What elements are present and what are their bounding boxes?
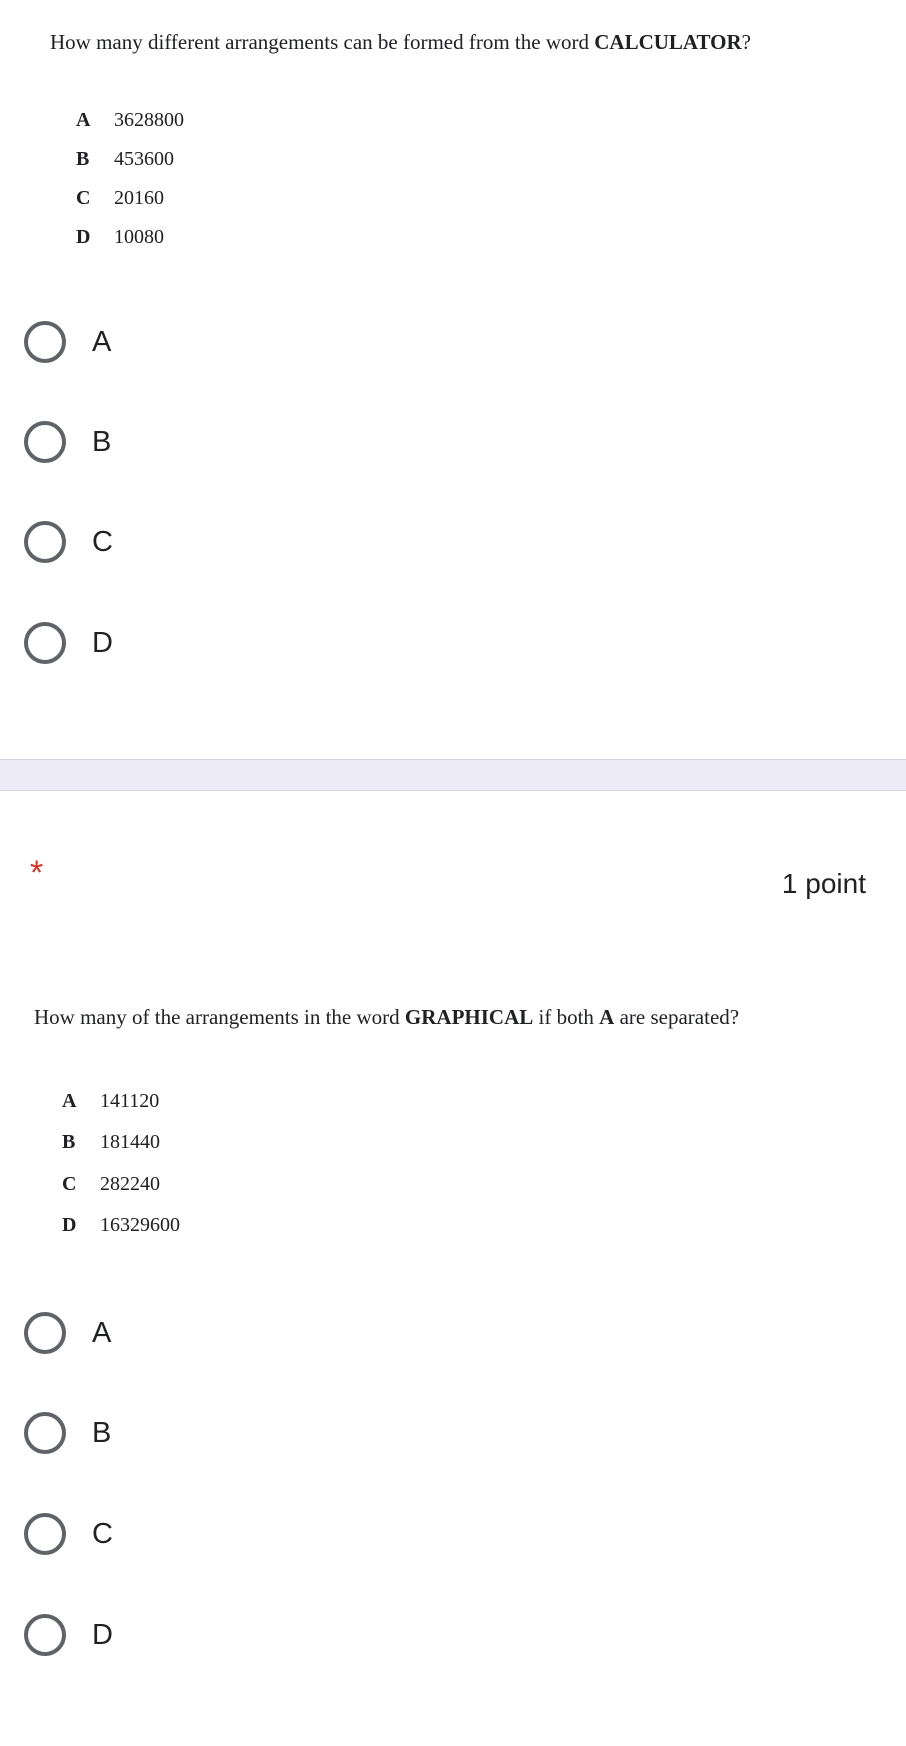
option-letter: A [76, 109, 91, 131]
choice-label: D [92, 626, 113, 659]
question-1-keyword: CALCULATOR [594, 30, 742, 54]
question-1-option-a [76, 107, 184, 133]
option-letter: C [62, 1173, 77, 1195]
question-1-option-d [76, 224, 164, 250]
choice-label: B [92, 425, 112, 458]
option-value: 453600 [114, 148, 174, 170]
question-1-choice-c[interactable] [24, 517, 113, 567]
choice-label: A [92, 1316, 112, 1349]
radio-button[interactable] [24, 622, 66, 664]
question-2-option-b [62, 1129, 160, 1155]
question-2-text-middle: if both [533, 1005, 600, 1029]
question-2-choice-d[interactable] [24, 1610, 113, 1660]
option-letter: D [76, 226, 91, 248]
question-2-text [34, 1005, 739, 1030]
question-2-option-c [62, 1171, 160, 1197]
question-2-text-part: How many of the arrangements in the word [34, 1005, 405, 1029]
radio-button[interactable] [24, 1412, 66, 1454]
option-value: 181440 [100, 1131, 160, 1153]
question-2-choice-c[interactable] [24, 1509, 113, 1559]
radio-button[interactable] [24, 421, 66, 463]
question-2-keyword: GRAPHICAL [404, 1005, 534, 1029]
option-letter: B [62, 1131, 76, 1153]
option-letter: B [76, 148, 90, 170]
option-letter: A [62, 1090, 77, 1112]
question-2-keyword-2: A [599, 1005, 615, 1029]
choice-label: C [92, 1517, 113, 1550]
question-1-text-end: ? [741, 30, 751, 54]
option-letter: D [62, 1214, 77, 1236]
question-1-choice-a[interactable] [24, 317, 111, 367]
radio-button[interactable] [24, 521, 66, 563]
question-1-text-part: How many different arrangements can be formed from the word [50, 30, 595, 54]
question-1-text [50, 30, 751, 55]
option-letter: C [76, 187, 91, 209]
option-value: 16329600 [100, 1214, 180, 1236]
question-1-option-c [76, 185, 164, 211]
option-value: 20160 [114, 187, 164, 209]
question-1-choice-b[interactable] [24, 417, 111, 467]
question-2-option-d [62, 1212, 180, 1238]
radio-button[interactable] [24, 1312, 66, 1354]
section-divider [0, 759, 906, 791]
choice-label: C [92, 525, 113, 558]
question-2-text-end: are separated? [614, 1005, 740, 1029]
question-2-option-a [62, 1088, 159, 1114]
option-value: 3628800 [114, 109, 184, 131]
question-1-option-b [76, 146, 174, 172]
option-value: 10080 [114, 226, 164, 248]
question-2-choice-b[interactable] [24, 1408, 111, 1458]
question-points: 1 point [781, 868, 866, 899]
choice-label: A [92, 325, 112, 358]
question-2-choice-a[interactable] [24, 1308, 111, 1358]
radio-button[interactable] [24, 321, 66, 363]
radio-button[interactable] [24, 1513, 66, 1555]
choice-label: D [92, 1618, 113, 1651]
required-asterisk-icon: * [30, 854, 44, 892]
radio-button[interactable] [24, 1614, 66, 1656]
choice-label: B [92, 1416, 112, 1449]
option-value: 141120 [100, 1090, 160, 1112]
option-value: 282240 [100, 1173, 160, 1195]
question-1-choice-d[interactable] [24, 618, 113, 668]
